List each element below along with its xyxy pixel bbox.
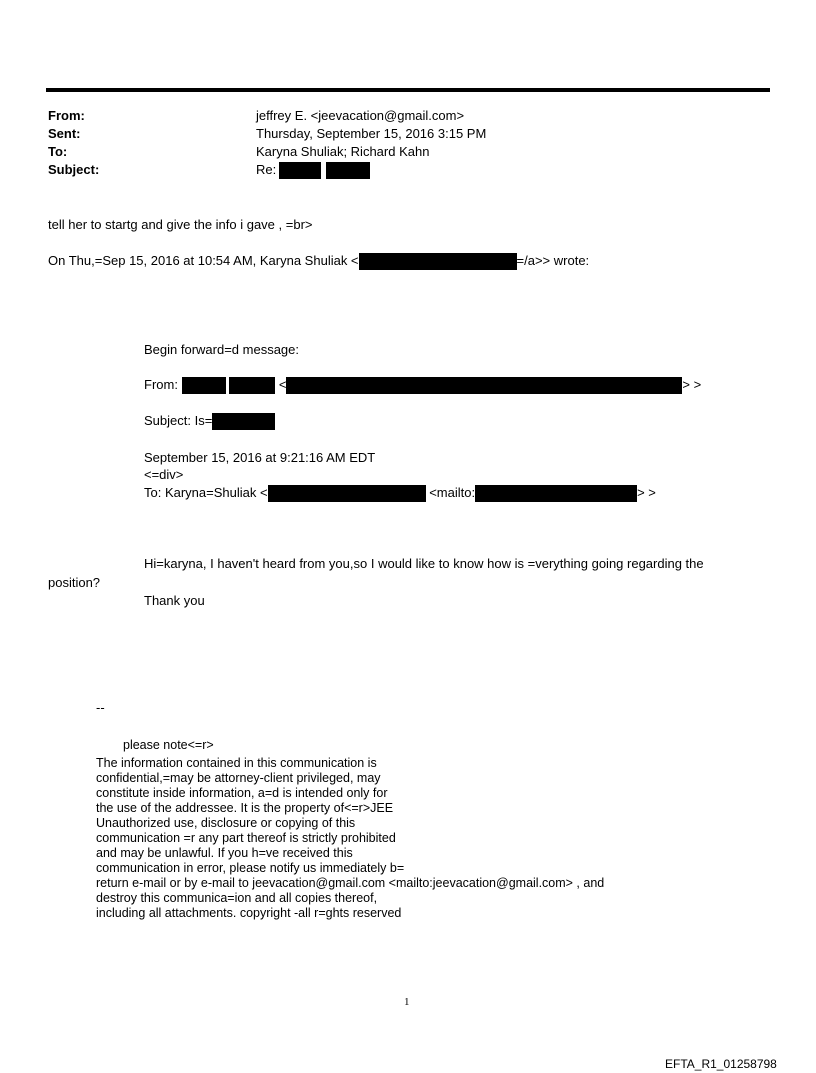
forward-thanks: Thank you xyxy=(144,593,205,608)
redaction-block xyxy=(212,413,275,430)
signature-dashes: -- xyxy=(96,700,105,715)
to-value: Karyna Shuliak; Richard Kahn xyxy=(256,144,430,159)
notice-heading: please note<=r> xyxy=(123,738,214,752)
notice-line: the use of the addressee. It is the property of<=r>JEE xyxy=(96,801,394,815)
redaction-block xyxy=(326,162,370,179)
notice-line: confidential,=may be attorney-client privileged, may xyxy=(96,771,381,785)
to-label: To: xyxy=(48,144,68,159)
subject-label: Subject: xyxy=(48,162,100,177)
page-number: 1 xyxy=(404,996,410,1008)
from-label: From: xyxy=(48,108,85,123)
header-rule xyxy=(46,88,770,92)
reply-line: tell her to startg and give the info i gave , =br> xyxy=(48,217,313,232)
notice-line: including all attachments. copyright -all r=ghts reserved xyxy=(96,906,402,920)
redaction-block xyxy=(475,485,637,502)
redaction-block xyxy=(229,377,275,394)
notice-line: and may be unlawful. If you h=ve received this xyxy=(96,846,353,860)
from-value: jeffrey E. <jeevacation@gmail.com> xyxy=(256,108,465,123)
forward-message-line2: position? xyxy=(48,575,101,590)
notice-line: return e-mail or by e-mail to jeevacation@gmail.com <mailto:jeevacation@gmail.com> , and xyxy=(96,876,605,890)
notice-line: communication =r any part thereof is strictly prohibited xyxy=(96,831,396,845)
forward-from-label: From: xyxy=(144,377,178,392)
quote-intro-suffix: =/a>> wrote: xyxy=(516,253,590,268)
forward-begin: Begin forward=d message: xyxy=(144,342,300,357)
notice-line: Unauthorized use, disclosure or copying of this xyxy=(96,816,356,830)
to-close: > > xyxy=(637,485,656,500)
sent-value: Thursday, September 15, 2016 3:15 PM xyxy=(256,126,487,141)
redaction-block xyxy=(286,377,682,394)
notice-line: constitute inside information, a=d is intended only for xyxy=(96,786,388,800)
notice-line: communication in error, please notify us immediately b= xyxy=(96,861,405,875)
notice-line: destroy this communica=ion and all copies thereof, xyxy=(96,891,378,905)
confidentiality-notice xyxy=(96,756,604,921)
forward-div: <=div> xyxy=(144,467,184,482)
sent-label: Sent: xyxy=(48,126,81,141)
angle-open: < xyxy=(278,377,287,392)
redaction-block xyxy=(268,485,426,502)
forward-message-line1: Hi=karyna, I haven't heard from you,so I would like to know how is =verything going regarding the xyxy=(144,556,704,571)
quote-intro xyxy=(48,253,589,270)
redaction-block xyxy=(182,377,226,394)
forward-date: September 15, 2016 at 9:21:16 AM EDT xyxy=(144,450,376,465)
notice-line: The information contained in this communication is xyxy=(96,756,377,770)
forward-to-prefix: To: Karyna=Shuliak < xyxy=(144,485,268,500)
bates-id: EFTA_R1_01258798 xyxy=(665,1057,777,1071)
redaction-block xyxy=(359,253,517,270)
quote-intro-prefix: On Thu,=Sep 15, 2016 at 10:54 AM, Karyna Shuliak < xyxy=(48,253,359,268)
forward-subject-line xyxy=(144,413,275,430)
forward-subject-label: Subject: Is= xyxy=(144,413,213,428)
mailto-text: <mailto: xyxy=(429,485,476,500)
subject-value: Re: xyxy=(256,162,277,177)
forward-from-line xyxy=(144,377,701,394)
angle-close: > > xyxy=(682,377,702,392)
redaction-block xyxy=(279,162,321,179)
forward-to-line xyxy=(144,485,656,502)
